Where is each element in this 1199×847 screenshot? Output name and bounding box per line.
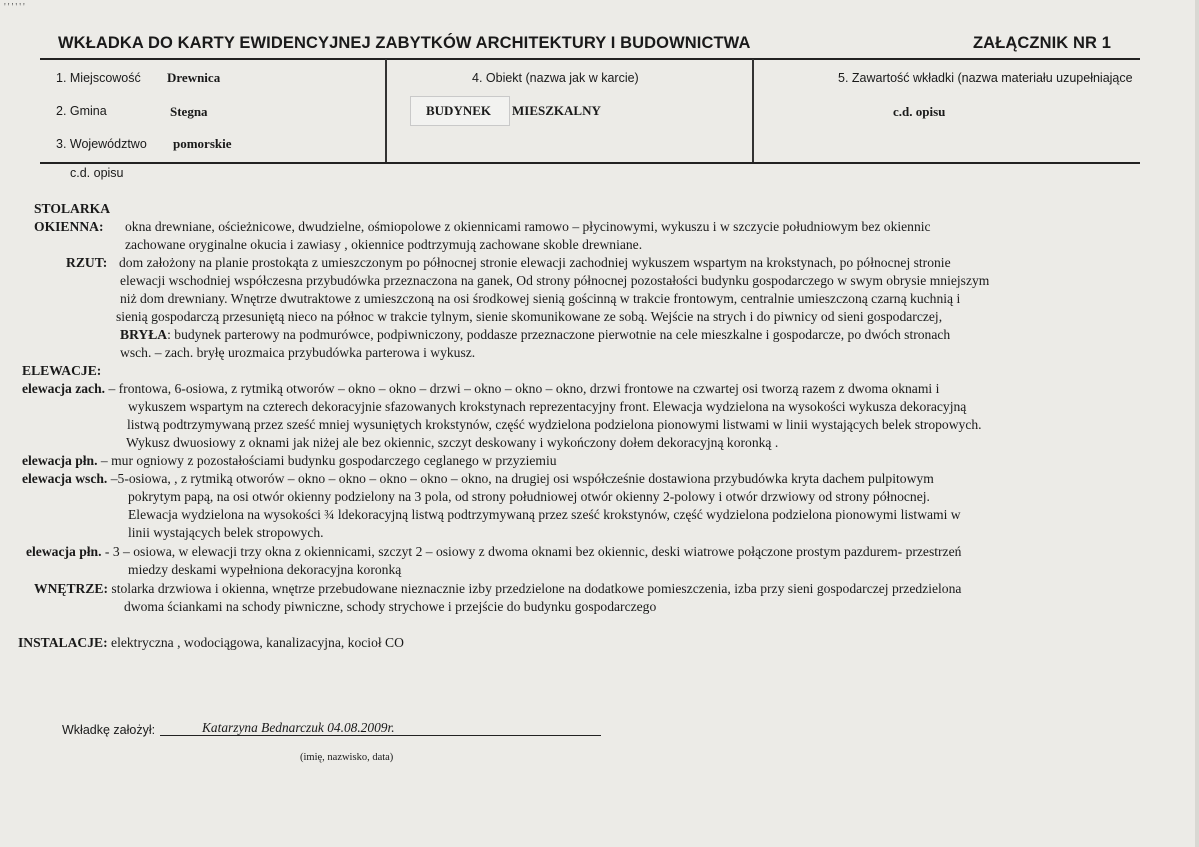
- obiekt-value-2: MIESZKALNY: [512, 103, 601, 118]
- miejscowosc-label: 1. Miejscowość: [56, 71, 141, 85]
- page-edge: [1195, 0, 1199, 847]
- elewacja-zach-line-4: Wykusz dwuosiowy z oknami jak niżej ale bez okiennic, szczyt deskowany i wykończony dołem dekoracyjną koronką .: [126, 435, 779, 450]
- okienna-label: OKIENNA:: [34, 219, 104, 234]
- gmina-value: Stegna: [170, 104, 208, 119]
- zawartosc-value: c.d. opisu: [893, 104, 946, 119]
- author-value: Katarzyna Bednarczuk 04.08.2009r.: [202, 720, 395, 735]
- author-label: Wkładkę założył:: [62, 723, 156, 737]
- wnetrze-line-2: dwoma ściankami na schody piwniczne, schody strychowe i przejście do budynku gospodarczego: [124, 599, 657, 614]
- rzut-line-4: sienią gospodarczą przesuniętą nieco na północ w trakcie tylnym, sienie skomunikowane ze sobą. Wejście na strych i do piwnicy od sieni gospodarczej,: [116, 309, 943, 324]
- attachment-number: ZAŁĄCZNIK NR 1: [973, 34, 1111, 52]
- elewacja-wsch-line-3: Elewacja wydzielona na wysokości ¾ ldekoracyjną listwą podtrzymywaną przez sześć krokstynów, część wydzielona podzielona pionowymi listwami w: [128, 507, 961, 522]
- wojewodztwo-label: 3. Województwo: [56, 137, 147, 151]
- elewacja-zach-line-1: [22, 380, 939, 398]
- wnetrze-text: stolarka drzwiowa i okienna, wnętrze przebudowane nieznacznie izby przedzielone na dodatkowe pomieszczenia, izba przy sieni gospodarczej przedzielona: [108, 581, 962, 596]
- elewacja-pln-2-line-1: [26, 543, 961, 561]
- okienna-line-2: zachowane oryginalne okucia i zawiasy , okiennice podtrzymują zachowane skoble drewniane.: [125, 237, 643, 252]
- elewacja-zach-label: elewacja zach.: [22, 381, 106, 396]
- elewacja-zach-text: – frontowa, 6-osiowa, z rytmiką otworów – okno – okno – drzwi – okno – okno – okno, drzwi frontowe na czwartej osi tworzą razem z dwoma oknami i: [105, 381, 940, 396]
- stolarka-heading: STOLARKA: [34, 201, 111, 216]
- wnetrze-line-1: [34, 580, 961, 598]
- okienna-line-1: okna drewniane, ościeżnicowe, dwudzielne, ośmiopolowe z okiennicami ramowo – płycinowymi, wykuszu i w szczycie południowym bez okiennic: [125, 219, 931, 234]
- continuation-label: c.d. opisu: [70, 166, 124, 180]
- obiekt-value-1: BUDYNEK: [426, 103, 492, 118]
- elewacja-pln-1-text: – mur ogniowy z pozostałościami budynku gospodarczego ceglanego w przyziemiu: [97, 453, 557, 468]
- corner-mark: '''''': [4, 2, 27, 13]
- bryla-text: : budynek parterowy na podmurówce, podpiwniczony, poddasze przeznaczone pierwotnie na cele mieszkalne i gospodarcze, po dwóch stronach: [167, 327, 951, 342]
- fields-bottom-rule: [40, 162, 1140, 164]
- elewacje-heading: ELEWACJE:: [22, 363, 102, 378]
- column-divider-1: [385, 59, 387, 163]
- rzut-line-1: dom założony na planie prostokąta z umieszczonym po północnej stronie elewacji zachodniej wykuszem wspartym na krokstynach, po północnej stronie: [119, 255, 951, 270]
- elewacja-pln-1-line: [22, 452, 557, 470]
- gmina-label: 2. Gmina: [56, 104, 107, 118]
- elewacja-pln-2-line-2: miedzy deskami wypełniona dekoracyjna koronką: [128, 562, 402, 577]
- wnetrze-label: WNĘTRZE:: [34, 581, 109, 596]
- bryla-line-1: [120, 326, 950, 344]
- column-divider-2: [752, 59, 754, 163]
- rzut-label: RZUT:: [66, 255, 108, 270]
- bryla-line-2: wsch. – zach. bryłę urozmaica przybudówka parterowa i wykusz.: [120, 345, 476, 360]
- header-rule: [40, 58, 1140, 60]
- elewacja-pln-1-label: elewacja płn.: [22, 453, 98, 468]
- elewacja-wsch-line-2: pokrytym papą, na osi otwór okienny podzielony na 3 pola, od strony południowej otwór okienny 2-polowy i otwór drzwiowy od strony północnej.: [128, 489, 930, 504]
- signature-line: [160, 735, 601, 736]
- rzut-line-3: niż dom drewniany. Wnętrze dwutraktowe z umieszczoną na osi środkowej sienią gościnną w trakcie frontowym, centralnie umieszczoną czarną kuchnią i: [120, 291, 961, 306]
- miejscowosc-value: Drewnica: [167, 70, 221, 85]
- instalacje-text: elektryczna , wodociągowa, kanalizacyjna, kocioł CO: [107, 635, 404, 650]
- elewacja-wsch-text: –5-osiowa, , z rytmiką otworów – okno – okno – okno – okno – okno, na drugiej osi współcześnie dostawiona przybudówka kryta dachem pulpitowym: [107, 471, 934, 486]
- elewacja-pln-2-text: - 3 – osiowa, w elewacji trzy okna z okiennicami, szczyt 2 – osiowy z dwoma oknami bez okiennic, deski wiatrowe połączone prostym pazdurem- przestrzeń: [101, 544, 962, 559]
- elewacja-wsch-label: elewacja wsch.: [22, 471, 108, 486]
- elewacja-zach-line-3: listwą podtrzymywaną przez sześć mniej wysuniętych krokstynów, część wydzielona podzielona pionowymi listwami w linii wystających belek stropowych.: [127, 417, 982, 432]
- rzut-line-2: elewacji wschodniej współczesna przybudówka przeznaczona na ganek, Od strony północnej pozostałości budynku gospodarczego w swym obrysie mniejszym: [120, 273, 990, 288]
- wojewodztwo-value: pomorskie: [173, 136, 232, 151]
- obiekt-label: 4. Obiekt (nazwa jak w karcie): [472, 71, 639, 85]
- instalacje-line: [18, 634, 404, 652]
- elewacja-wsch-line-4: linii wystających belek stropowych.: [128, 525, 324, 540]
- instalacje-label: INSTALACJE:: [18, 635, 108, 650]
- zawartosc-label: 5. Zawartość wkładki (nazwa materiału uzupełniające: [838, 71, 1133, 85]
- elewacja-wsch-line-1: [22, 470, 934, 488]
- document-title: WKŁADKA DO KARTY EWIDENCYJNEJ ZABYTKÓW ARCHITEKTURY I BUDOWNICTWA: [58, 34, 751, 52]
- elewacja-pln-2-label: elewacja płn.: [26, 544, 102, 559]
- bryla-label: BRYŁA: [120, 327, 168, 342]
- author-note: (imię, nazwisko, data): [300, 752, 394, 763]
- elewacja-zach-line-2: wykuszem wspartym na czterech dekoracyjnie sfazowanych krokstynach reprezentacyjny front. Elewacja wydzielona na wysokości wykusza dekoracyjną: [128, 399, 967, 414]
